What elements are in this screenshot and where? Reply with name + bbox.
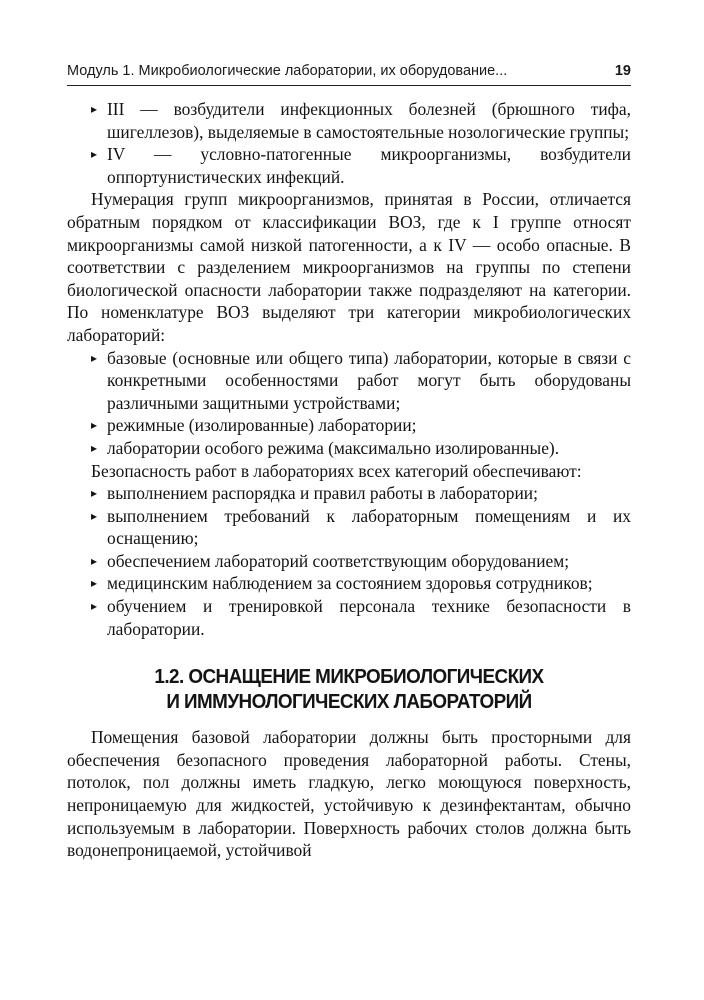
safety-measures-list xyxy=(67,482,631,640)
triangle-bullet-icon: ▸ xyxy=(91,553,98,568)
list-item: ▸ III — возбудители инфекционных болезней (брюшного тифа, шигеллезов), выделяемые в самостоятельные нозологические группы; xyxy=(91,99,631,142)
triangle-bullet-icon: ▸ xyxy=(91,147,98,162)
section-heading xyxy=(90,664,609,714)
triangle-bullet-icon: ▸ xyxy=(91,102,98,116)
paragraph-premises: Помещения базовой лаборатории должны быть просторными для обеспечения безопасного проведения лабораторной работы. Стены, потолок, пол должны иметь гладкую, легко моющуюся поверхность, непроницаемую для жидкостей, устойчивую к дезинфектантам, обычно используемым в лаборатории. Поверхность рабочих столов должна быть водонепроницаемой, устойчивой xyxy=(67,727,631,861)
running-title: Модуль 1. Микробиологические лаборатории, их оборудование... xyxy=(67,63,508,79)
pathogen-groups-list xyxy=(67,98,631,188)
header-rule xyxy=(67,85,631,86)
list-item: ▸ режимные (изолированные) лаборатории; xyxy=(91,415,417,436)
section-heading-line-2: И ИММУНОЛОГИЧЕСКИХ ЛАБОРАТОРИЙ xyxy=(166,690,532,714)
list-item: ▸ выполнением требований к лабораторным помещениям и их оснащению; xyxy=(91,505,631,549)
paragraph-safety: Безопасность работ в лабораториях всех категорий обеспечивают: xyxy=(91,460,582,481)
list-item: ▸ IV — условно-патогенные микроорганизмы, возбудители оппортунистических инфекций. xyxy=(91,144,631,187)
triangle-bullet-icon: ▸ xyxy=(91,350,98,365)
list-item: ▸ обучением и тренировкой персонала технике безопасности в лаборатории. xyxy=(91,596,631,639)
list-item: ▸ медицинским наблюдением за состоянием здоровья сотрудников; xyxy=(91,573,593,594)
page-number: 19 xyxy=(614,63,631,79)
triangle-bullet-icon: ▸ xyxy=(91,486,98,501)
triangle-bullet-icon: ▸ xyxy=(91,576,98,591)
section-heading-line-1: 1.2. ОСНАЩЕНИЕ МИКРОБИОЛОГИЧЕСКИХ xyxy=(154,665,544,689)
triangle-bullet-icon: ▸ xyxy=(91,599,98,614)
paragraph-numbering: Нумерация групп микроорганизмов, принятая в России, отличается обратным порядком от классификации ВОЗ, где к I группе относят микроорганизмы самой низкой патогенности, а к IV — особо опасные. В соответствии с разделением микроорганизмов на группы по степени биологической опасности лаборатории также подразделяют на категории. По номенклатуре ВОЗ выделяют три категории микробиологических лабораторий: xyxy=(67,189,631,345)
list-item: ▸ базовые (основные или общего типа) лаборатории, которые в связи с конкретными особенностями работ могут быть оборудованы различными защитными устройствами; xyxy=(91,347,631,413)
list-item: ▸ обеспечением лабораторий соответствующим оборудованием; xyxy=(91,550,570,571)
list-item: ▸ выполнением распорядка и правил работы в лаборатории; xyxy=(91,483,538,504)
triangle-bullet-icon: ▸ xyxy=(91,440,98,455)
page-body xyxy=(67,98,631,862)
lab-categories-list xyxy=(67,347,631,460)
triangle-bullet-icon: ▸ xyxy=(91,508,98,523)
list-item: ▸ лаборатории особого режима (максимально изолированные). xyxy=(91,437,560,458)
triangle-bullet-icon: ▸ xyxy=(91,418,98,433)
